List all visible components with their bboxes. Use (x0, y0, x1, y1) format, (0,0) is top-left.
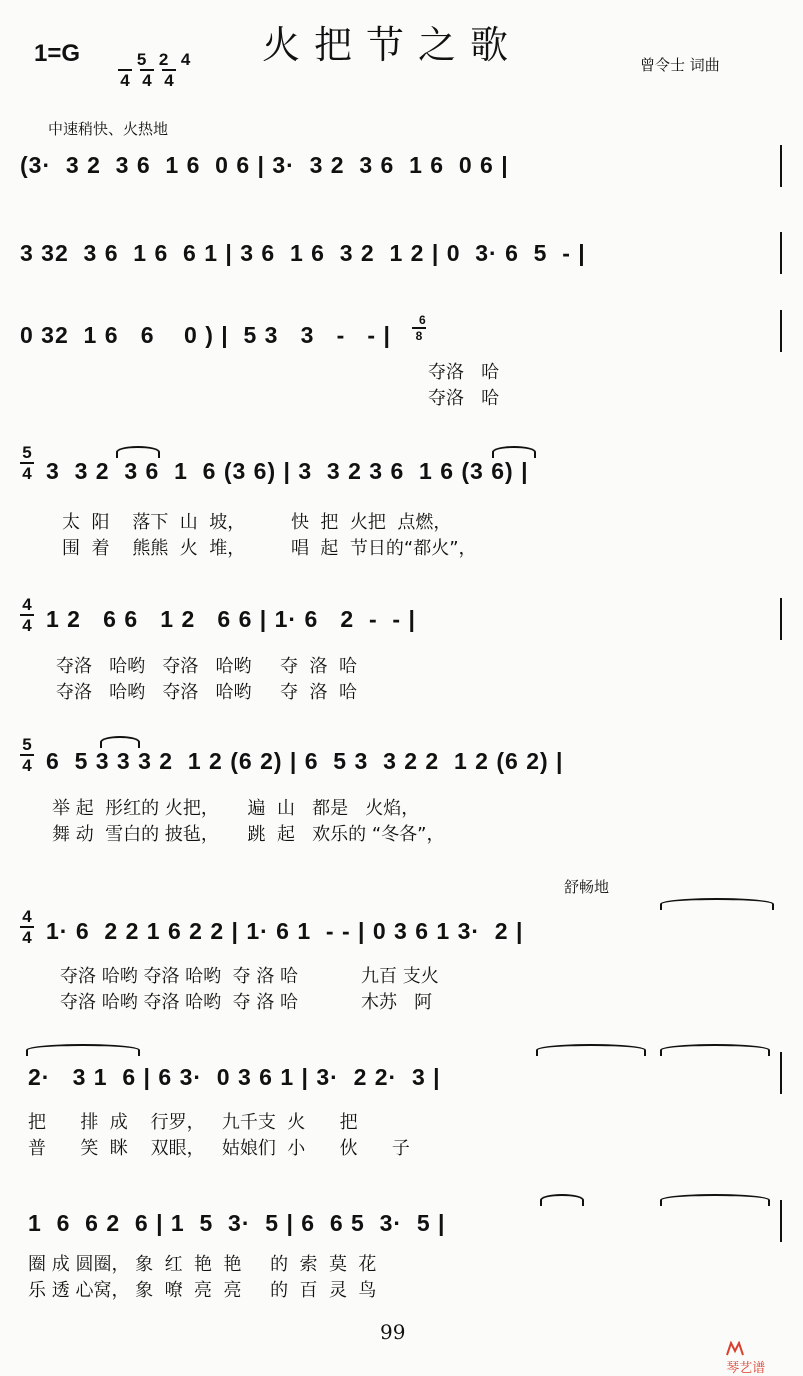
barline (780, 598, 782, 640)
lyric-row-5-verse-1: 夺洛 哈哟 夺洛 哈哟 夺 洛 哈 (56, 656, 357, 677)
lyric-row-5-verse-2: 夺洛 哈哟 夺洛 哈哟 夺 洛 哈 (56, 682, 357, 703)
lyric-row-7-verse-1: 夺洛 哈哟 夺洛 哈哟 夺 洛 哈 九百 支火 (60, 966, 439, 987)
slur (536, 1044, 646, 1056)
slur (540, 1194, 584, 1206)
slur (100, 736, 140, 748)
notation-row-1: (3· 3 2 3 6 1 6 0 6 | 3· 3 2 3 6 1 6 0 6 | (20, 152, 509, 178)
lyric-row-6-verse-1: 举 起 彤红的 火把， 遍 山 都是 火焰， (52, 798, 420, 819)
meter-4-4: 4 4 (20, 596, 34, 634)
lyric-row-9-verse-1: 圈 成 圆圈， 象 红 艳 艳 的 索 莫 花 (28, 1254, 377, 1275)
notation-row-2: 3 32 3 6 1 6 6 1 | 3 6 1 6 3 2 1 2 | 0 3· 6 5 - | (20, 240, 586, 266)
page-title: 火把节之歌 (262, 23, 523, 67)
lyric-row-3-verse-1: 夺洛 哈 (428, 362, 500, 383)
lyric-row-8-verse-2: 普 笑 眯 双眼， 姑娘们 小 伙 子 (28, 1138, 410, 1159)
logo-icon (726, 1341, 744, 1357)
slur (660, 1044, 770, 1056)
notation-row-6: 6 5 3 3 3 2 1 2 (6 2) | 6 5 3 3 2 2 1 2 (6 2) | (46, 748, 564, 774)
slur (26, 1044, 140, 1056)
tempo-marking: 中速稍快、火热地 (48, 120, 169, 138)
page-number: 99 (380, 1320, 406, 1344)
lyric-row-3-verse-2: 夺洛 哈 (428, 388, 500, 409)
barline (780, 1052, 782, 1094)
meter-4-4: 4 4 (20, 908, 34, 946)
meter-5-4: 5 4 (20, 444, 34, 482)
notation-row-8: 2· 3 1 6 | 6 3· 0 3 6 1 | 3· 2 2· 3 | (28, 1064, 441, 1090)
barline (780, 145, 782, 187)
lyric-row-8-verse-1: 把 排 成 行罗， 九千支 火 把 (28, 1112, 358, 1133)
barline (780, 310, 782, 352)
watermark-logo: 琴艺谱 (718, 1326, 765, 1376)
lyric-row-4-verse-2: 围 着 熊熊 火 堆， 唱 起 节日的“都火”， (62, 538, 477, 559)
tempo-marking-2: 舒畅地 (564, 878, 610, 896)
meter-5-4: 5 4 (118, 34, 132, 106)
meter-5-4: 5 4 (20, 736, 34, 774)
lyric-row-6-verse-2: 舞 动 雪白的 披毡， 跳 起 欢乐的 “冬各”， (52, 824, 445, 845)
notation-row-9: 1 6 6 2 6 | 1 5 3· 5 | 6 6 5 3· 5 | (28, 1210, 446, 1236)
meter-2-4: 2 4 (140, 34, 154, 106)
notation-row-7: 1· 6 2 2 1 6 2 2 | 1· 6 1 - - | 0 3 6 1 3· 2 | (46, 918, 524, 944)
lyric-row-7-verse-2: 夺洛 哈哟 夺洛 哈哟 夺 洛 哈 木苏 阿 (60, 992, 433, 1013)
slur (492, 446, 536, 458)
barline (780, 1200, 782, 1242)
time-signatures (118, 34, 191, 110)
meter-6-8: 6 8 (412, 302, 426, 342)
notation-row-3: 0 32 1 6 6 0 ) | 5 3 3 - - | (20, 322, 391, 348)
slur (660, 898, 774, 910)
barline (780, 232, 782, 274)
lyric-row-4-verse-1: 太 阳 落下 山 坡， 快 把 火把 点燃， (62, 512, 452, 533)
slur (660, 1194, 770, 1206)
key-signature: 1=G (34, 40, 81, 67)
lyric-row-9-verse-2: 乐 透 心窝， 象 嘹 亮 亮 的 百 灵 鸟 (28, 1280, 377, 1301)
meter-4-4: 4 4 (162, 34, 176, 106)
slur (116, 446, 160, 458)
notation-row-4: 3 3 2 3 6 1 6 (3 6) | 3 3 2 3 6 1 6 (3 6) | (46, 458, 529, 484)
notation-row-5: 1 2 6 6 1 2 6 6 | 1· 6 2 - - | (46, 606, 416, 632)
credit: 曾令士 词曲 (640, 56, 720, 74)
